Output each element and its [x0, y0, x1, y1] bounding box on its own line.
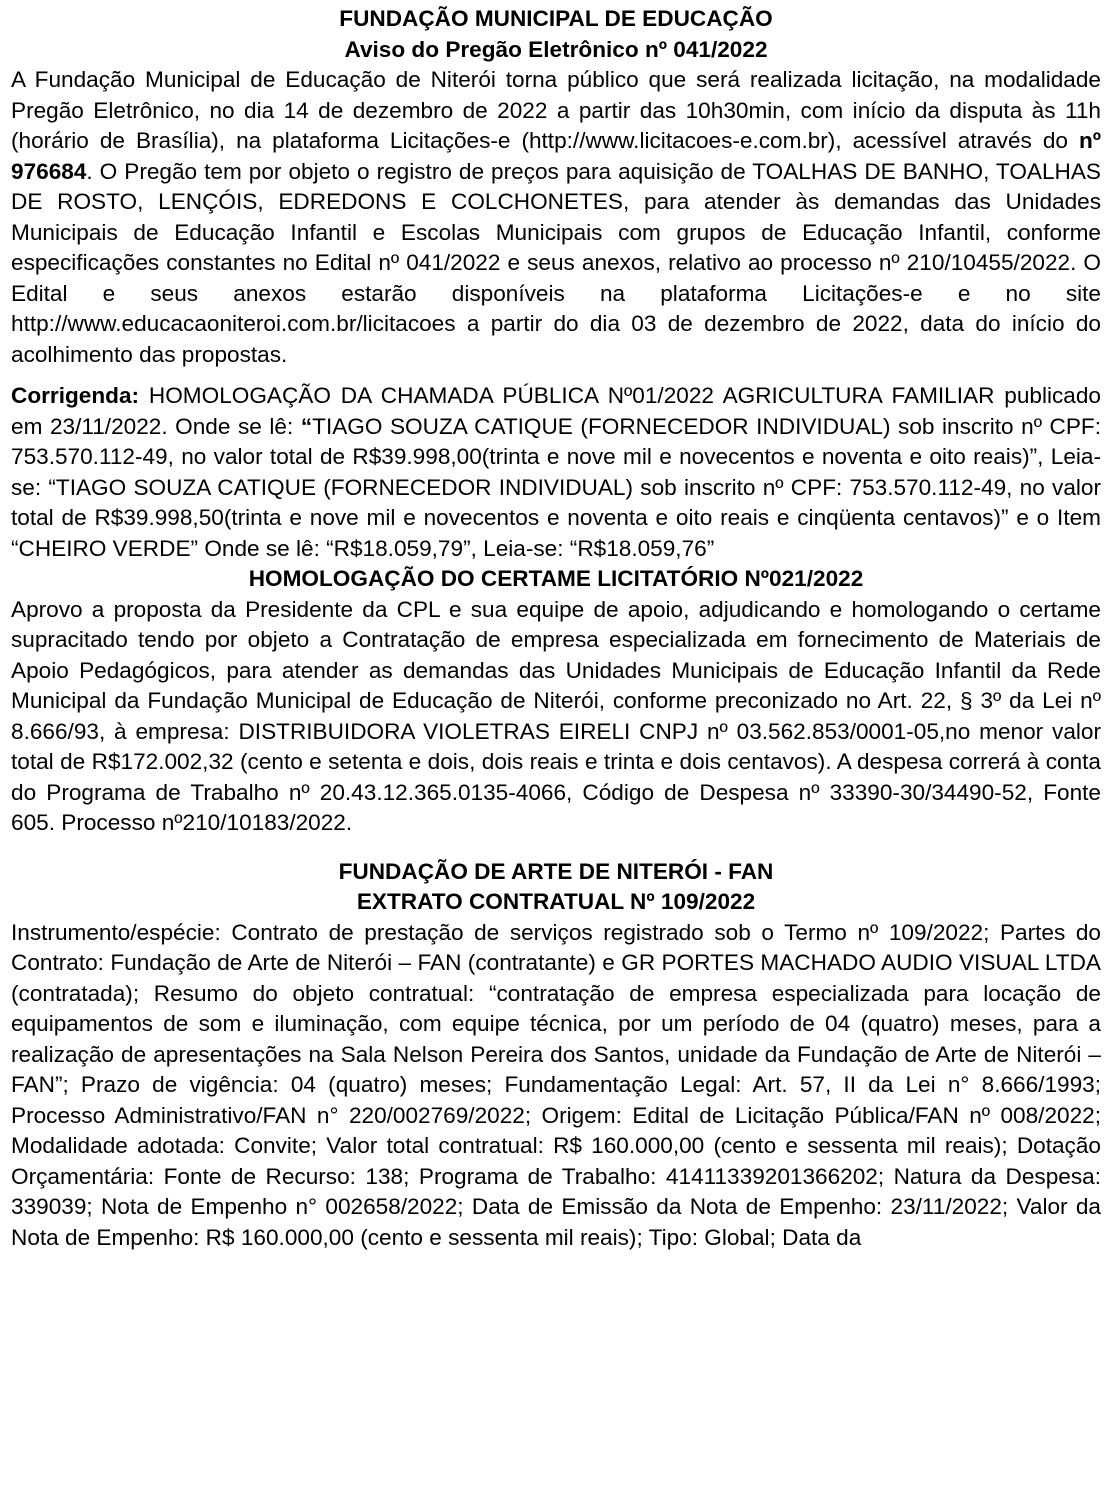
paragraph-corrigenda [11, 381, 1101, 564]
section-title-fme: FUNDAÇÃO MUNICIPAL DE EDUCAÇÃO [339, 6, 773, 31]
paragraph-homologacao: Aprovo a proposta da Presidente da CPL e sua equipe de apoio, adjudicando e homologando o certame supracitado tendo por objeto a Contratação de empresa especializada em fornecimento de Materiais de Apoio Pedagógicos, para atender as demandas das Unidades Municipais de Educação Infantil da Rede Municipal da Fundação Municipal de Educação de Niterói, conforme preconizado no Art. 22, § 3º da Lei nº 8.666/93, à empresa: DISTRIBUIDORA VIOLETRAS EIRELI CNPJ nº 03.562.853/0001-05,no menor valor total de R$172.002,32 (cento e setenta e dois, dois reais e trinta e dois centavos). A despesa correrá à conta do Programa de Trabalho nº 20.43.12.365.0135-4066, Código de Despesa nº 33390-30/34490-52, Fonte 605. Processo nº210/10183/2022. [11, 596, 1101, 835]
corrigenda-label: Corrigenda: [11, 383, 140, 408]
document-page [11, 4, 1101, 1253]
pregao-text-part1: A Fundação Municipal de Educação de Niterói torna público que será realizada licitação, na modalidade Pregão Eletrônico, no dia 14 de dezembro de 2022 a partir das 10h30min, com início da disputa às 11h (horário de Brasília), na plataforma Licitações-e (http://www.licitacoes-e.com.br), acessível através do [11, 67, 1101, 153]
paragraph-extrato: Instrumento/espécie: Contrato de prestação de serviços registrado sob o Termo nº 109/2022; Partes do Contrato: Fundação de Arte de Niterói – FAN (contratante) e GR PORTES MACHADO AUDIO VISUAL LTDA (contratada); Resumo do objeto contratual: “contratação de empresa especializada para locação de equipamentos de som e iluminação, com equipe técnica, por um período de 04 (quatro) meses, para a realização de apresentações na Sala Nelson Pereira dos Santos, unidade da Fundação de Arte de Niterói – FAN”; Prazo de vigência: 04 (quatro) meses; Fundamentação Legal: Art. 57, II da Lei n° 8.666/1993; Processo Administrativo/FAN n° 220/002769/2022; Origem: Edital de Licitação Pública/FAN nº 008/2022; Modalidade adotada: Convite; Valor total contratual: R$ 160.000,00 (cento e sessenta mil reais); Dotação Orçamentária: Fonte de Recurso: 138; Programa de Trabalho: 41411339201366202; Natura da Despesa: 339039; Nota de Empenho n° 002658/2022; Data de Emissão da Nota de Empenho: 23/11/2022; Valor da Nota de Empenho: R$ 160.000,00 (cento e sessenta mil reais); Tipo: Global; Data da [11, 919, 1101, 1250]
section-subtitle-extrato: EXTRATO CONTRATUAL Nº 109/2022 [356, 889, 756, 914]
section-title-homologacao: HOMOLOGAÇÃO DO CERTAME LICITATÓRIO Nº021/2022 [248, 566, 864, 591]
corrigenda-text-part2: TIAGO SOUZA CATIQUE (FORNECEDOR INDIVIDUAL) sob inscrito nº CPF: 753.570.112-49, no valor total de R$39.998,00(trinta e nove mil e novecentos e noventa e oito reais)”, Leia-se: “TIAGO SOUZA CATIQUE (FORNECEDOR INDIVIDUAL) sob inscrito nº CPF: 753.570.112-49, no valor total de R$39.998,50(trinta e nove mil e novecentos e noventa e oito reais e cinqüenta centavos)” e o Item “CHEIRO VERDE” Onde se lê: “R$18.059,79”, Leia-se: “R$18.059,76” [11, 413, 1101, 561]
section-title-fan: FUNDAÇÃO DE ARTE DE NITERÓI - FAN [338, 858, 774, 884]
section-subtitle-pregao: Aviso do Pregão Eletrônico nº 041/2022 [344, 36, 768, 62]
corrigenda-text-part1: HOMOLOGAÇÃO DA CHAMADA PÚBLICA Nº01/2022 AGRICULTURA FAMILIAR publicado em 23/11/2022. Onde se lê: [11, 383, 1101, 439]
paragraph-pregao [11, 65, 1101, 370]
corrigenda-quote: “ [300, 413, 313, 439]
pregao-text-part2: . O Pregão tem por objeto o registro de preços para aquisição de TOALHAS DE BANHO, TOALHAS DE ROSTO, LENÇÓIS, EDREDONS E COLCHONETES, para atender às demandas das Unidades Municipais de Educação Infantil e Escolas Municipais com grupos de Educação Infantil, conforme especificações constantes no Edital nº 041/2022 e seus anexos, relativo ao processo nº 210/10455/2022. O Edital e seus anexos estarão disponíveis na plataforma Licitações-e e no site http://www.educacaoniteroi.com.br/licitacoes a partir do dia 03 de dezembro de 2022, data do início do acolhimento das propostas. [11, 158, 1101, 367]
pregao-number: nº 976684 [11, 128, 1101, 184]
